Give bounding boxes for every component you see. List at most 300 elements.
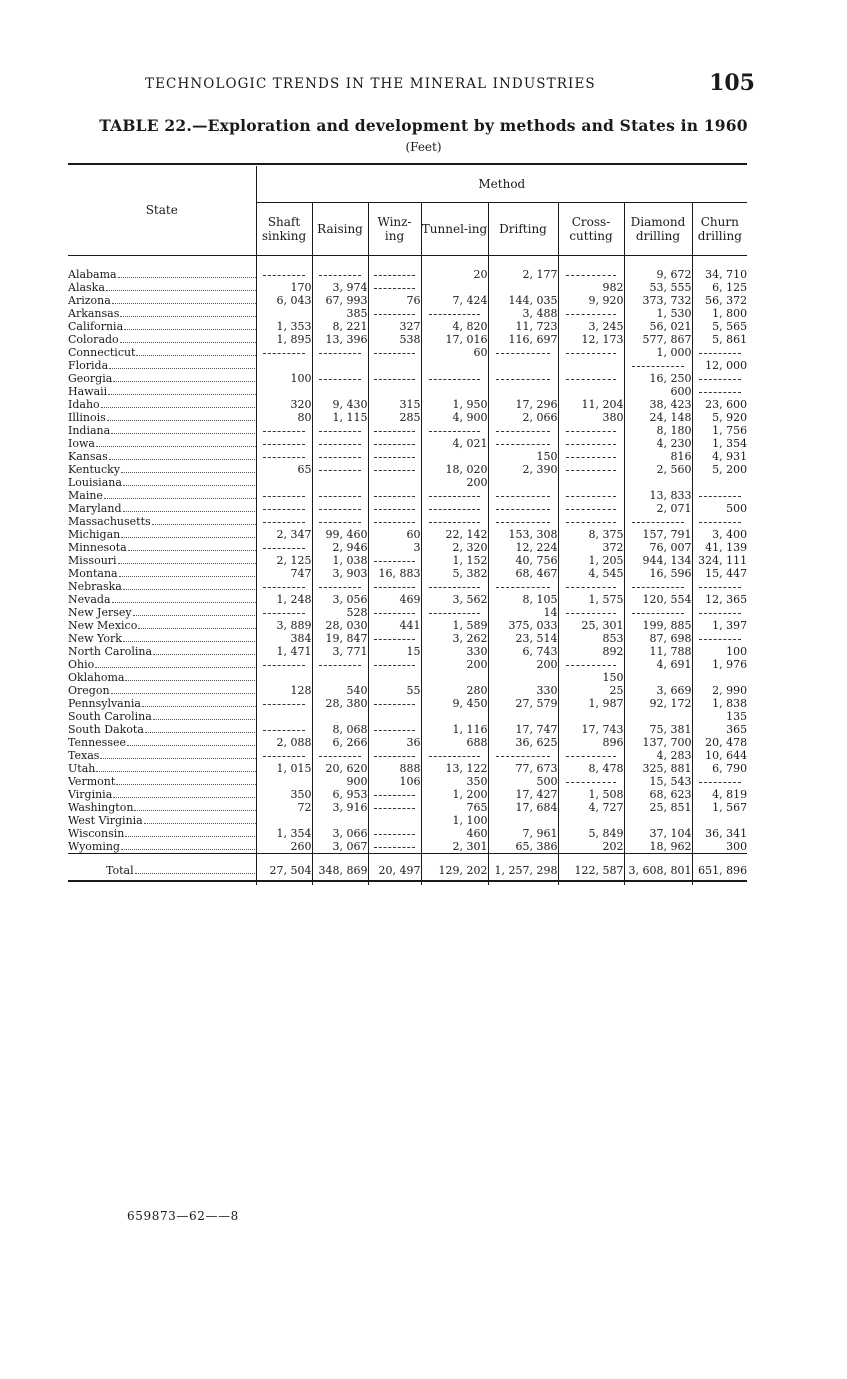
value-cell: 460 [421,827,488,840]
empty-dash-cell [558,372,624,385]
empty-dash-cell [692,489,747,502]
table-row [68,697,747,710]
leader-dots [136,354,256,356]
empty-dash-cell [488,502,558,515]
state-cell [68,476,256,489]
dash-leader [699,587,742,588]
dash-leader [374,444,415,445]
value-cell [312,359,368,372]
empty-dash-cell [488,580,558,593]
value-cell: 76, 007 [624,541,692,554]
leader-dots [109,367,256,369]
value-cell: 116, 697 [488,333,558,346]
table-top-rule [68,163,747,165]
empty-dash-cell [421,580,488,593]
value-cell: 280 [421,684,488,697]
state-name: Tennessee [68,736,126,749]
value-cell: 6, 043 [256,294,312,307]
value-cell: 13, 833 [624,489,692,502]
state-cell [68,788,256,801]
state-name: Idaho [68,398,100,411]
value-cell: 3, 974 [312,281,368,294]
value-cell: 500 [488,775,558,788]
value-cell: 324, 111 [692,554,747,567]
value-cell: 2, 301 [421,840,488,854]
table-row [68,346,747,359]
dash-leader [566,353,617,354]
leader-dots [121,848,256,850]
empty-dash-cell [312,463,368,476]
value-cell: 900 [312,775,368,788]
table-row [68,658,747,671]
dash-leader [566,431,617,432]
leader-dots [120,341,256,343]
empty-dash-cell [312,580,368,593]
dash-leader [374,587,415,588]
value-cell: 25 [558,684,624,697]
method-column-header-item: Diamond drilling [624,203,692,256]
value-cell: 2, 125 [256,554,312,567]
empty-dash-cell [488,489,558,502]
value-cell: 1, 508 [558,788,624,801]
value-cell: 325, 881 [624,762,692,775]
value-cell: 982 [558,281,624,294]
value-cell: 56, 372 [692,294,747,307]
printer-code: 659873—62——8 [127,1209,239,1223]
empty-dash-cell [558,658,624,671]
empty-dash-cell [421,489,488,502]
value-cell [256,359,312,372]
dash-leader [374,522,415,523]
value-cell: 120, 554 [624,593,692,606]
state-cell [68,385,256,398]
state-cell [68,359,256,372]
value-cell [692,476,747,489]
table-body [68,256,747,886]
empty-dash-cell [368,502,421,515]
table-row [68,840,747,854]
state-cell [68,372,256,385]
value-cell: 1, 987 [558,697,624,710]
dash-leader [566,379,617,380]
value-cell: 375, 033 [488,619,558,632]
leader-dots [108,393,256,395]
table-row [68,710,747,723]
dash-leader [699,392,742,393]
leader-dots [123,510,257,512]
empty-dash-cell [692,346,747,359]
method-column-header-item: Drifting [488,203,558,256]
dash-leader [374,509,415,510]
value-cell: 199, 885 [624,619,692,632]
dash-leader [374,613,415,614]
state-name: Missouri [68,554,117,567]
value-cell: 2, 071 [624,502,692,515]
value-cell [421,385,488,398]
value-cell: 2, 560 [624,463,692,476]
state-cell [68,346,256,359]
value-cell: 5, 382 [421,567,488,580]
value-cell [488,281,558,294]
empty-dash-cell [692,385,747,398]
value-cell: 40, 756 [488,554,558,567]
dash-leader [319,756,362,757]
value-cell: 37, 104 [624,827,692,840]
state-name: Nebraska [68,580,122,593]
table-row [68,645,747,658]
table-row [68,320,747,333]
value-cell: 747 [256,567,312,580]
empty-dash-cell [312,437,368,450]
state-cell [68,320,256,333]
value-cell: 6, 790 [692,762,747,775]
state-name: Pennsylvania [68,697,141,710]
state-cell [68,632,256,645]
empty-dash-cell [421,424,488,437]
state-name: California [68,320,124,333]
state-cell [68,398,256,411]
state-name: Louisiana [68,476,122,489]
state-cell [68,528,256,541]
value-cell: 1, 950 [421,398,488,411]
state-name: Kentucky [68,463,121,476]
leader-dots [133,614,256,616]
state-name: Alabama [68,268,117,281]
dash-leader [566,496,617,497]
value-cell [421,450,488,463]
dash-leader [374,704,415,705]
value-cell: 28, 380 [312,697,368,710]
state-name: Colorado [68,333,119,346]
value-cell: 153, 308 [488,528,558,541]
value-cell: 20, 620 [312,762,368,775]
value-cell: 53, 555 [624,281,692,294]
dash-leader [319,509,362,510]
value-cell: 4, 727 [558,801,624,814]
value-cell: 3, 066 [312,827,368,840]
state-cell [68,593,256,606]
value-cell [368,671,421,684]
state-cell [68,619,256,632]
dash-leader [632,522,684,523]
leader-dots [116,783,256,785]
empty-dash-cell [558,606,624,619]
dash-leader [699,353,742,354]
dash-leader [566,587,617,588]
value-cell: 765 [421,801,488,814]
value-cell: 68, 623 [624,788,692,801]
value-cell: 300 [692,840,747,854]
empty-dash-cell [558,346,624,359]
empty-dash-cell [368,515,421,528]
value-cell: 137, 700 [624,736,692,749]
leader-dots [123,588,256,590]
leader-dots [125,679,256,681]
dash-leader [319,522,362,523]
value-cell: 2, 320 [421,541,488,554]
state-cell [68,541,256,554]
value-cell [624,671,692,684]
state-cell [68,554,256,567]
dash-leader [263,457,306,458]
state-name: Total [106,864,134,877]
state-cell [68,671,256,684]
value-cell [312,814,368,827]
leader-dots [118,276,256,278]
state-name: Illinois [68,411,106,424]
dash-leader [496,522,550,523]
value-cell: 888 [368,762,421,775]
dash-leader [699,613,742,614]
empty-dash-cell [312,749,368,762]
value-cell: 1, 354 [692,437,747,450]
method-column-header-item: Tunnel-ing [421,203,488,256]
value-cell: 3, 067 [312,840,368,854]
dash-leader [263,275,306,276]
value-cell: 25, 301 [558,619,624,632]
state-name: Michigan [68,528,121,541]
dash-leader [429,314,480,315]
empty-dash-cell [692,515,747,528]
value-cell: 5, 920 [692,411,747,424]
empty-dash-cell [368,346,421,359]
value-cell [421,281,488,294]
state-name: Connecticut [68,346,136,359]
state-cell [68,736,256,749]
value-cell: 528 [312,606,368,619]
empty-dash-cell [256,749,312,762]
state-cell [68,281,256,294]
value-cell: 18, 962 [624,840,692,854]
state-name: Minnesota [68,541,127,554]
empty-dash-cell [256,697,312,710]
state-cell [68,437,256,450]
table-row [68,775,747,788]
state-cell [68,658,256,671]
value-cell: 17, 743 [558,723,624,736]
value-cell: 4, 820 [421,320,488,333]
empty-dash-cell [692,632,747,645]
leader-dots [127,744,256,746]
method-column-header-item: Raising [312,203,368,256]
empty-dash-cell [421,502,488,515]
dash-leader [496,509,550,510]
value-cell [368,814,421,827]
empty-dash-cell [368,554,421,567]
value-cell: 13, 396 [312,333,368,346]
state-cell [68,723,256,736]
dash-leader [263,496,306,497]
leader-dots [96,445,256,447]
empty-dash-cell [312,424,368,437]
table-title: TABLE 22.—Exploration and development by methods and States in 1960 [99,116,748,135]
value-cell: 816 [624,450,692,463]
value-cell [488,359,558,372]
value-cell: 150 [558,671,624,684]
leader-dots [113,796,256,798]
value-cell: 2, 990 [692,684,747,697]
empty-dash-cell [488,372,558,385]
table-row [68,489,747,502]
dash-leader [632,613,684,614]
dash-leader [263,522,306,523]
value-cell: 3, 903 [312,567,368,580]
leader-dots [128,549,256,551]
dash-leader [374,275,415,276]
dash-leader [374,379,415,380]
value-cell: 23, 514 [488,632,558,645]
empty-dash-cell [488,437,558,450]
table-row [68,424,747,437]
value-cell: 12, 000 [692,359,747,372]
value-cell: 13, 122 [421,762,488,775]
empty-dash-cell [256,256,312,282]
value-cell: 87, 698 [624,632,692,645]
dash-leader [374,561,415,562]
dash-leader [263,509,306,510]
leader-dots [125,835,256,837]
table-row [68,476,747,489]
dash-leader [319,444,362,445]
empty-dash-cell [368,450,421,463]
value-cell: 260 [256,840,312,854]
leader-dots [100,757,256,759]
empty-dash-cell [368,827,421,840]
dash-leader [496,587,550,588]
empty-dash-cell [692,372,747,385]
value-cell: 327 [368,320,421,333]
value-cell: 3, 889 [256,619,312,632]
value-cell: 4, 230 [624,437,692,450]
dash-leader [374,756,415,757]
value-cell: 4, 931 [692,450,747,463]
value-cell: 3, 262 [421,632,488,645]
leader-dots [101,406,256,408]
state-name: Massachusetts [68,515,151,528]
value-cell: 56, 021 [624,320,692,333]
state-cell [68,814,256,827]
state-cell [68,463,256,476]
value-cell: 4, 545 [558,567,624,580]
state-cell [68,256,256,282]
value-cell: 92, 172 [624,697,692,710]
empty-dash-cell [368,307,421,320]
value-cell: 3, 562 [421,593,488,606]
state-cell [68,502,256,515]
value-cell: 1, 397 [692,619,747,632]
empty-dash-cell [368,749,421,762]
value-cell: 14 [488,606,558,619]
value-cell: 2, 347 [256,528,312,541]
value-cell [488,671,558,684]
empty-dash-cell [256,502,312,515]
value-cell: 5, 565 [692,320,747,333]
value-cell: 1, 567 [692,801,747,814]
value-cell: 122, 587 [558,854,624,886]
value-cell [692,671,747,684]
leader-dots [107,419,256,421]
value-cell: 3, 608, 801 [624,854,692,886]
value-cell: 8, 105 [488,593,558,606]
value-cell: 15, 543 [624,775,692,788]
value-cell: 9, 920 [558,294,624,307]
empty-dash-cell [558,775,624,788]
value-cell: 55 [368,684,421,697]
empty-dash-cell [488,749,558,762]
empty-dash-cell [558,749,624,762]
value-cell: 2, 946 [312,541,368,554]
dash-leader [429,522,480,523]
leader-dots [142,705,256,707]
dash-leader [263,665,306,666]
value-cell: 68, 467 [488,567,558,580]
value-cell: 3, 245 [558,320,624,333]
dash-leader [263,444,306,445]
table-row [68,580,747,593]
value-cell [488,476,558,489]
dash-leader [263,613,306,614]
value-cell: 380 [558,411,624,424]
value-cell [368,385,421,398]
state-cell [68,775,256,788]
value-cell: 1, 471 [256,645,312,658]
table-row [68,333,747,346]
value-cell: 1, 976 [692,658,747,671]
dash-leader [319,379,362,380]
value-cell: 41, 139 [692,541,747,554]
state-name: Nevada [68,593,111,606]
state-name: Kansas [68,450,108,463]
value-cell: 3, 669 [624,684,692,697]
empty-dash-cell [488,424,558,437]
dash-leader [429,379,480,380]
state-cell [68,697,256,710]
value-cell [312,710,368,723]
empty-dash-cell [558,463,624,476]
value-cell: 441 [368,619,421,632]
value-cell: 28, 030 [312,619,368,632]
value-cell: 150 [488,450,558,463]
dash-leader [496,431,550,432]
value-cell: 15 [368,645,421,658]
value-cell: 1, 100 [421,814,488,827]
empty-dash-cell [368,801,421,814]
leader-dots [120,315,256,317]
value-cell: 18, 020 [421,463,488,476]
table-subtitle: (Feet) [405,140,442,154]
method-column-header: Method [256,166,747,203]
value-cell: 3, 056 [312,593,368,606]
value-cell: 99, 460 [312,528,368,541]
value-cell: 144, 035 [488,294,558,307]
value-cell: 200 [421,658,488,671]
value-cell [312,476,368,489]
value-cell: 4, 691 [624,658,692,671]
state-cell [68,294,256,307]
state-name: Montana [68,567,118,580]
table-row [68,281,747,294]
dash-leader [632,366,684,367]
dash-leader [374,730,415,731]
value-cell: 1, 116 [421,723,488,736]
value-cell [368,476,421,489]
value-cell [421,710,488,723]
table-row [68,307,747,320]
dash-leader [429,496,480,497]
value-cell: 1, 038 [312,554,368,567]
table-row [68,528,747,541]
value-cell: 944, 134 [624,554,692,567]
